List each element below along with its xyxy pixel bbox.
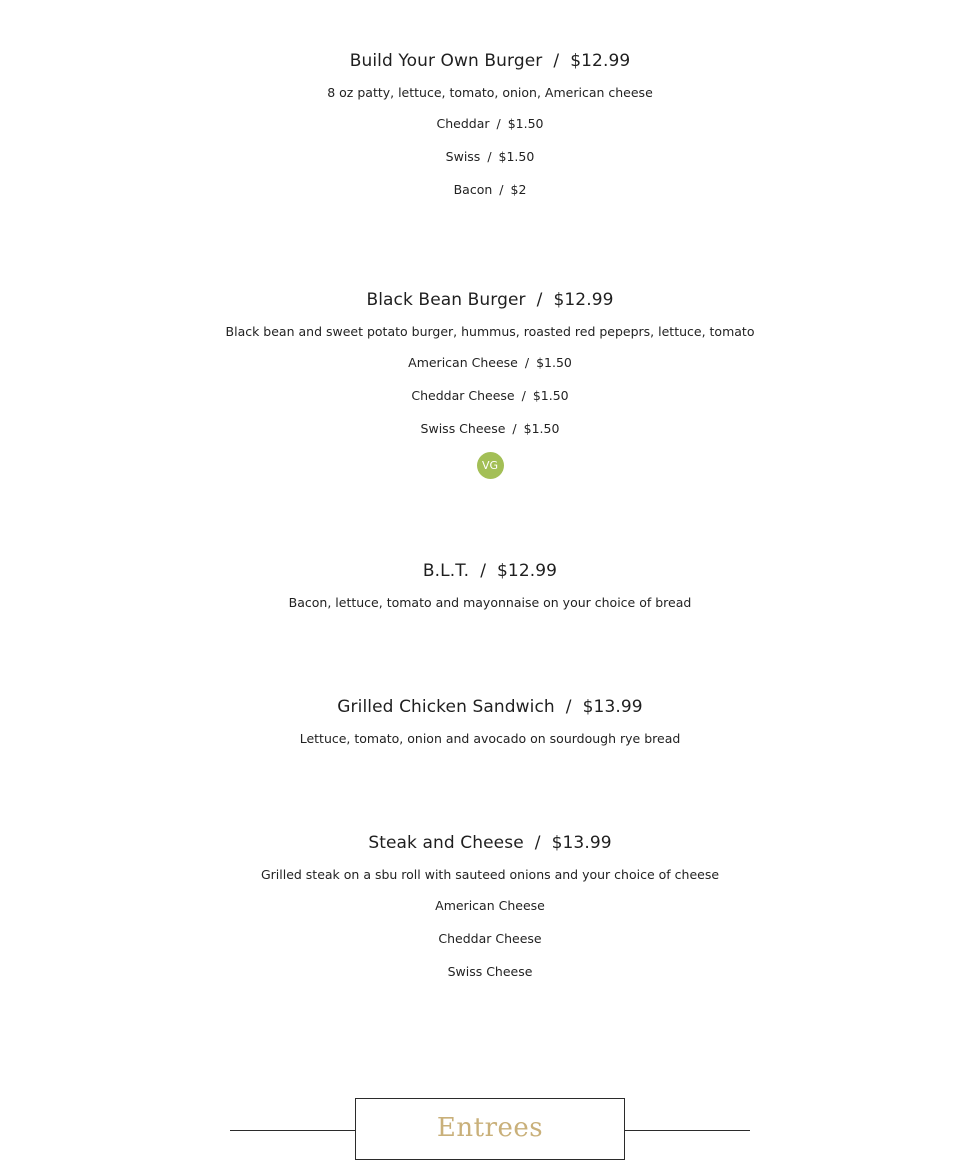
price-separator: / — [536, 290, 543, 310]
item-price: $12.99 — [497, 561, 558, 581]
option-price: $1.50 — [536, 355, 572, 370]
item-name: Build Your Own Burger — [349, 51, 543, 71]
item-title — [0, 288, 965, 312]
price-separator: / — [565, 697, 572, 717]
option-cheddar-cheese: Cheddar Cheese — [438, 931, 542, 946]
option-american-cheese: American Cheese — [435, 898, 545, 913]
price-separator: / — [480, 561, 487, 581]
option-swiss-cheese: Swiss Cheese — [447, 964, 533, 979]
section-title: Entrees — [436, 1113, 544, 1143]
item-title — [0, 559, 965, 583]
menu-item-grilled-chicken-sandwich — [0, 695, 965, 749]
item-title — [0, 831, 965, 855]
item-options — [0, 351, 965, 450]
item-title — [0, 695, 965, 719]
vegan-badge: VG — [477, 452, 504, 479]
item-price: $12.99 — [570, 51, 631, 71]
option-name: Bacon — [453, 182, 493, 197]
menu-item-black-bean-burger — [0, 288, 965, 479]
option-name: Cheddar — [436, 116, 490, 131]
item-description: Bacon, lettuce, tomato and mayonnaise on your choice of bread — [288, 595, 692, 610]
option-bacon — [0, 178, 965, 211]
option-name: American Cheese — [408, 355, 518, 370]
option-separator: / — [524, 355, 530, 370]
price-separator: / — [534, 833, 541, 853]
option-price: $2 — [510, 182, 527, 197]
item-name: Grilled Chicken Sandwich — [337, 697, 555, 717]
menu-item-blt — [0, 559, 965, 613]
option-separator: / — [512, 421, 517, 436]
item-description: Grilled steak on a sbu roll with sauteed onions and your choice of cheese — [260, 867, 720, 882]
option-name: Swiss Cheese — [420, 421, 506, 436]
item-price: $13.99 — [551, 833, 612, 853]
option-swiss — [0, 145, 965, 178]
divider-line-left — [230, 1130, 355, 1131]
option-separator: / — [496, 116, 501, 131]
price-separator: / — [553, 51, 560, 71]
menu-item-steak-and-cheese — [0, 831, 965, 993]
option-price: $1.50 — [523, 421, 560, 436]
item-description: Lettuce, tomato, onion and avocado on sourdough rye bread — [299, 731, 681, 746]
item-name: B.L.T. — [422, 561, 470, 581]
menu-item-build-your-own-burger — [0, 49, 965, 211]
item-price: $12.99 — [553, 290, 614, 310]
option-cheddar-cheese — [0, 384, 965, 417]
option-name: Cheddar Cheese — [411, 388, 515, 403]
item-options — [0, 112, 965, 211]
option-separator: / — [499, 182, 504, 197]
section-header-entrees — [230, 1098, 750, 1158]
option-cheddar — [0, 112, 965, 145]
option-name: Swiss — [445, 149, 481, 164]
option-price: $1.50 — [532, 388, 569, 403]
option-price: $1.50 — [507, 116, 544, 131]
item-description: 8 oz patty, lettuce, tomato, onion, American cheese — [327, 85, 653, 100]
option-price: $1.50 — [498, 149, 535, 164]
option-swiss-cheese — [0, 417, 965, 450]
divider-line-right — [625, 1130, 750, 1131]
item-options — [0, 894, 965, 993]
item-name: Black Bean Burger — [366, 290, 526, 310]
option-separator: / — [487, 149, 492, 164]
item-description: Black bean and sweet potato burger, hummus, roasted red pepeprs, lettuce, tomato — [225, 324, 755, 339]
option-american-cheese — [0, 351, 965, 384]
item-name: Steak and Cheese — [368, 833, 524, 853]
item-price: $13.99 — [582, 697, 643, 717]
item-title — [0, 49, 965, 73]
section-title-box — [355, 1098, 625, 1160]
option-separator: / — [521, 388, 526, 403]
